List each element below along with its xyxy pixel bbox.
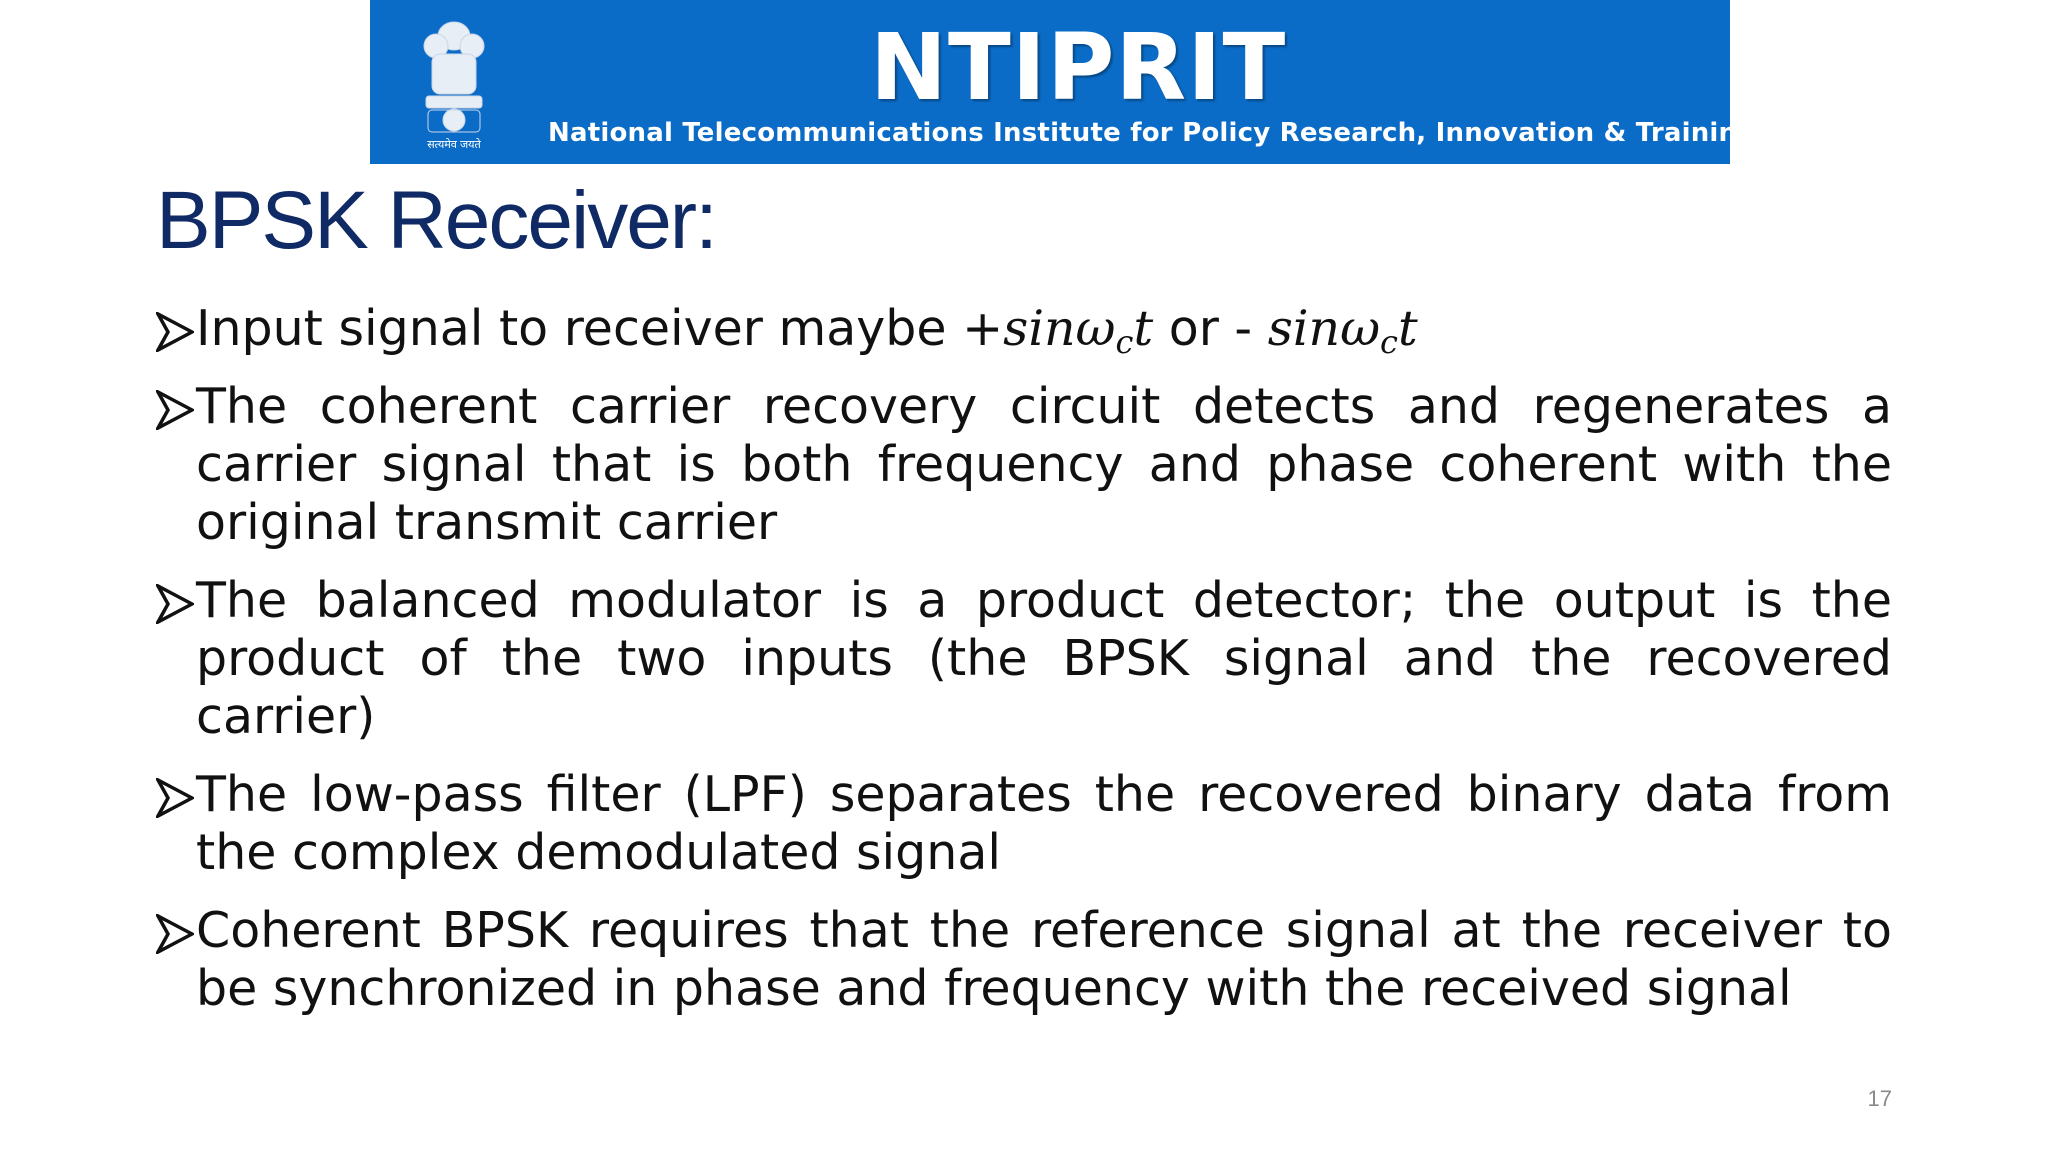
- math-end: t: [1397, 300, 1418, 357]
- bullet-text: Input signal to receiver maybe +: [196, 300, 1004, 357]
- math-subscript: c: [1115, 323, 1134, 361]
- math-end: t: [1133, 300, 1154, 357]
- bullet-text: The coherent carrier recovery circuit detects and regenerates a carrier signal that is both frequency and phase coherent with the original transmit carrier: [196, 378, 1892, 551]
- national-emblem-icon: [412, 12, 496, 152]
- math-subscript: c: [1380, 323, 1398, 361]
- bullet-text: Coherent BPSK requires that the reference signal at the receiver to be synchronized in phase and frequency with the received signal: [196, 902, 1892, 1017]
- math-main: sinω: [1267, 300, 1381, 357]
- organization-name: NTIPRIT: [870, 14, 1287, 121]
- bullet-text: The low-pass filter (LPF) separates the recovered binary data from the complex demodulated signal: [196, 766, 1892, 881]
- bullet-item: [156, 300, 1892, 361]
- bullet-list: [156, 300, 1892, 1038]
- bullet-text: The balanced modulator is a product detector; the output is the product of the two inputs (the BPSK signal and the recovered carrier): [196, 572, 1892, 745]
- emblem-caption: सत्यमेव जयते: [427, 139, 481, 151]
- page-number: 17: [1867, 1086, 1892, 1111]
- math-expression: [1003, 300, 1154, 361]
- math-expression: [1267, 300, 1418, 361]
- bullet-item: [156, 572, 1892, 746]
- organization-fullname: National Telecommunications Institute for Policy Research, Innovation & Training: [548, 118, 1757, 148]
- bullet-item: [156, 766, 1892, 882]
- math-main: sinω: [1003, 300, 1116, 357]
- bullet-item: [156, 378, 1892, 552]
- bullet-item: [156, 902, 1892, 1018]
- slide-title: BPSK Receiver:: [156, 175, 716, 266]
- header-banner: [370, 0, 1757, 164]
- bullet-text: or -: [1153, 300, 1268, 357]
